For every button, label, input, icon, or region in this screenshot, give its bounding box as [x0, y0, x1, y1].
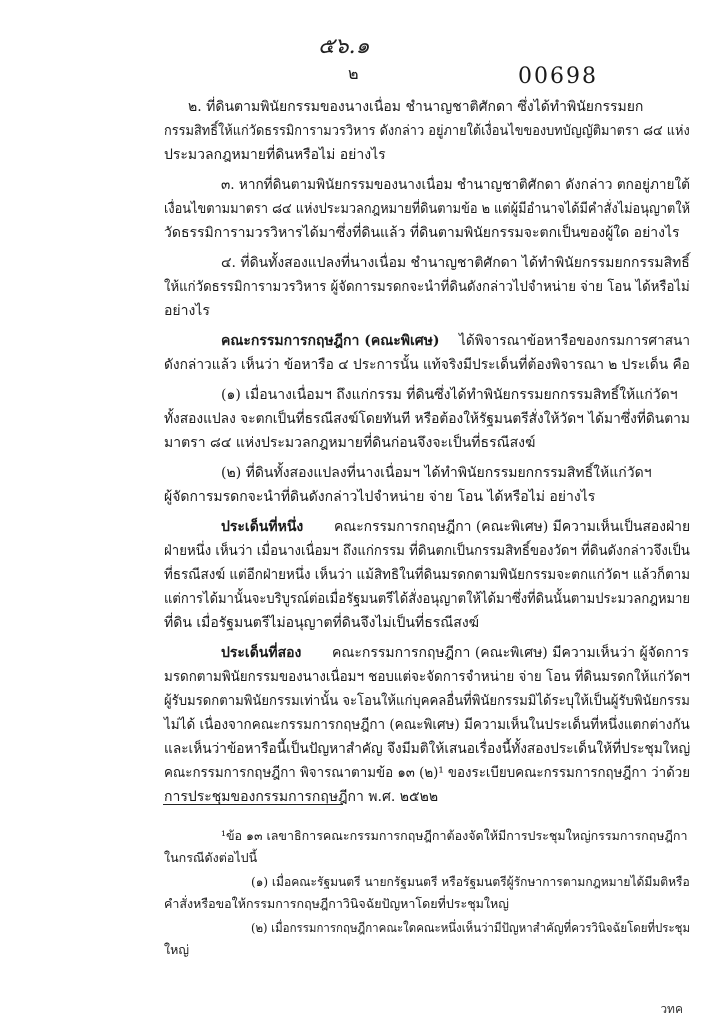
body-text-line: ประเด็นที่สอง — [221, 645, 302, 661]
body-text-line: (๑) เมื่อนางเนื่อมฯ ถึงแก่กรรม ที่ดินซึ่งได้ทำพินัยกรรมยกกรรมสิทธิ์ให้แก่วัดฯ — [221, 387, 678, 403]
body-text-line: ๒. ที่ดินตามพินัยกรรมของนางเนื่อม ชำนาญชาติศักดา ซึ่งได้ทำพินัยกรรมยก — [188, 99, 644, 115]
body-text-line: คณะกรรมการกฤษฎีกา (คณะพิเศษ) มีความเห็นเป็นสองฝ่าย — [334, 519, 691, 535]
body-text-line: ที่ธรณีสงฆ์ แต่อีกฝ่ายหนึ่ง เห็นว่า แม้สิทธิในที่ดินมรดกตามพินัยกรรมจะตกแก่วัดฯ แล้วก็ตาม — [164, 567, 691, 583]
body-text-line: แต่การได้มานั้นจะบริบูรณ์ต่อเมื่อรัฐมนตรีได้สั่งอนุญาตให้ได้มาซึ่งที่ดินนั้นตามประมวลกฎหมาย — [164, 591, 691, 607]
body-text-line: ประเด็นที่หนึ่ง — [221, 519, 304, 535]
page-number: ๒ — [348, 64, 359, 83]
footnote-text-line: ในกรณีดังต่อไปนี้ — [164, 850, 258, 865]
body-text-line: กรรมสิทธิ์ให้แก่วัดธรรมิการามวรวิหาร ดังกล่าว อยู่ภายใต้เงื่อนไขของบทบัญญัติมาตรา ๘๔ แห่ง — [164, 123, 690, 139]
body-text-line: อย่างไร — [164, 303, 210, 319]
handwritten-stamp: ๕๖.๑ — [318, 34, 370, 59]
body-text-line: ได้พิจารณาข้อหารือของกรมการศาสนา — [459, 333, 691, 349]
body-text-line: ๓. หากที่ดินตามพินัยกรรมของนางเนื่อม ชำนาญชาติศักดา ดังกล่าว ตกอยู่ภายใต้ — [221, 177, 690, 193]
body-text-line: ๔. ที่ดินทั้งสองแปลงที่นางเนื่อม ชำนาญชาติศักดา ได้ทำพินัยกรรมยกกรรมสิทธิ์ — [221, 255, 690, 271]
body-text-line: ทั้งสองแปลง จะตกเป็นที่ธรณีสงฆ์โดยทันที หรือต้องให้รัฐมนตรีสั่งให้วัดฯ ได้มาซึ่งที่ดินตาม — [164, 411, 690, 427]
body-text-line: ไม่ได้ เนื่องจากคณะกรรมการกฤษฎีกา (คณะพิเศษ) มีความเห็นในประเด็นที่หนึ่งแตกต่างกัน — [164, 717, 690, 733]
body-text-line: ที่ดิน เมื่อรัฐมนตรีไม่อนุญาตที่ดินจึงไม่เป็นที่ธรณีสงฆ์ — [164, 615, 480, 631]
body-text-line: คณะกรรมการกฤษฎีกา (คณะพิเศษ) มีความเห็นว่า ผู้จัดการ — [332, 645, 689, 661]
body-text-line: คณะกรรมการกฤษฎีกา พิจารณาตามข้อ ๑๓ (๒)¹ ของระเบียบคณะกรรมการกฤษฎีกา ว่าด้วย — [164, 765, 691, 781]
body-text-line: ประมวลกฎหมายที่ดินหรือไม่ อย่างไร — [164, 147, 386, 163]
footnote-text-line: (๑) เมื่อคณะรัฐมนตรี นายกรัฐมนตรี หรือรัฐมนตรีผู้รักษาการตามกฎหมายได้มีมติหรือ — [251, 874, 690, 889]
body-text-line: ฝ่ายหนึ่ง เห็นว่า เมื่อนางเนื่อมฯ ถึงแก่กรรม ที่ดินตกเป็นกรรมสิทธิ์ของวัดฯ ที่ดินดังกล่าวจึงเป็น — [164, 543, 690, 559]
body-text-line: ผู้จัดการมรดกจะนำที่ดินดังกล่าวไปจำหน่าย จ่าย โอน ได้หรือไม่ อย่างไร — [164, 489, 596, 505]
body-text-line: ดังกล่าวแล้ว เห็นว่า ข้อหารือ ๔ ประการนั้น แท้จริงมีประเด็นที่ต้องพิจารณา ๒ ประเด็น คือ — [164, 357, 690, 373]
body-text-line: วัดธรรมิการามวรวิหารได้มาซึ่งที่ดินแล้ว ที่ดินตามพินัยกรรมจะตกเป็นของผู้ใด อย่างไร — [164, 225, 680, 241]
footnote-text-line: คำสั่งหรือขอให้กรรมการกฤษฎีกาวินิจฉัยปัญหาโดยที่ประชุมใหญ่ — [164, 896, 509, 911]
body-text-line: มรดกตามพินัยกรรมของนางเนื่อมฯ ชอบแต่จะจัดการจำหน่าย จ่าย โอน ที่ดินมรดกให้แก่วัดฯ — [164, 669, 690, 685]
footnote-text-line: ¹ข้อ ๑๓ เลขาธิการคณะกรรมการกฤษฎีกาต้องจัดให้มีการประชุมใหญ่กรรมการกฤษฎีกา — [221, 828, 688, 843]
body-text-line: เงื่อนไขตามมาตรา ๘๔ แห่งประมวลกฎหมายที่ดินตามข้อ ๒ แต่ผู้มีอำนาจได้มีคำสั่งไม่อนุญาตให้ — [164, 201, 691, 217]
footnote-text-line: (๒) เมื่อกรรมการกฤษฎีกาคณะใดคณะหนึ่งเห็นว่ามีปัญหาสำคัญที่ควรวินิจฉัยโดยที่ประชุม — [251, 920, 691, 935]
body-text-line: ผู้รับมรดกตามพินัยกรรมเท่านั้น จะโอนให้แก่บุคคลอื่นที่พินัยกรรมมิได้ระบุให้เป็นผู้รับพินัยกรรม — [164, 693, 690, 709]
document-number: 00698 — [518, 64, 598, 89]
body-text-line: มาตรา ๘๔ แห่งประมวลกฎหมายที่ดินก่อนจึงจะเป็นที่ธรณีสงฆ์ — [164, 435, 536, 451]
corner-initials: วทค — [660, 1002, 683, 1016]
body-text-line: (๒) ที่ดินทั้งสองแปลงที่นางเนื่อมฯ ได้ทำพินัยกรรมยกกรรมสิทธิ์ให้แก่วัดฯ — [221, 465, 652, 481]
body-text-line: คณะกรรมการกฤษฎีกา (คณะพิเศษ) — [221, 333, 440, 349]
body-text-line: และเห็นว่าข้อหารือนี้เป็นปัญหาสำคัญ จึงมีมติให้เสนอเรื่องนี้ทั้งสองประเด็นให้ที่ประชุมใหญ่ — [164, 741, 691, 757]
footnote-text-line: ใหญ่ — [164, 942, 189, 957]
body-text-line: ให้แก่วัดธรรมิการามวรวิหาร ผู้จัดการมรดกจะนำที่ดินดังกล่าวไปจำหน่าย จ่าย โอน ได้หรือไม่ — [164, 279, 690, 295]
body-text-line: การประชุมของกรรมการกฤษฎีกา พ.ศ. ๒๕๒๒ — [164, 789, 439, 805]
